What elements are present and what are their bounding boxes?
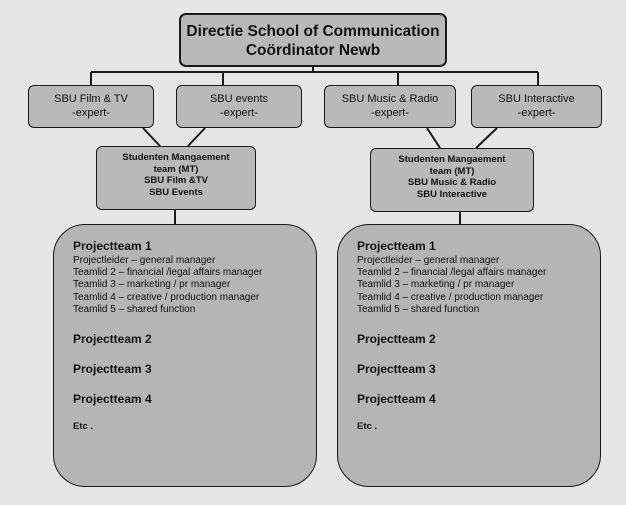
role-line: Teamlid 2 – financial /legal affairs manager (357, 267, 547, 279)
sbu-name: SBU events (209, 93, 269, 105)
sbu-role: -expert- (72, 107, 110, 119)
sbu-name: SBU Interactive (498, 93, 575, 105)
projectteam-1-title: Projectteam 1 (73, 239, 152, 253)
role-line: Projectleider – general manager (357, 255, 500, 266)
projectteams-left-box (53, 224, 317, 487)
mt-line: team (MT) (153, 163, 199, 175)
projectteam-1-title: Projectteam 1 (357, 239, 436, 253)
sbu-events-box (176, 85, 302, 128)
mt-line: SBU Events (149, 186, 203, 198)
sbu-role: -expert- (220, 107, 258, 119)
etc-label: Etc . (73, 421, 94, 433)
sbu-role: -expert- (371, 107, 409, 119)
role-line: Teamlid 4 – creative / production manager (73, 291, 260, 303)
mt-right-box (370, 148, 534, 212)
sbu-name: SBU Film & TV (54, 93, 128, 105)
projectteam-3-title: Projectteam 3 (73, 362, 152, 377)
mt-line: SBU Interactive (416, 188, 488, 200)
mt-line: Studenten Mangaement (122, 152, 230, 163)
mt-line: team (MT) (429, 165, 475, 177)
projectteam-4-title: Projectteam 4 (357, 392, 436, 407)
role-line: Teamlid 2 – financial /legal affairs manager (73, 267, 263, 279)
sbu-interactive-box (471, 85, 602, 128)
sbu-name: SBU Music & Radio (341, 93, 439, 105)
mt-line: Studenten Mangaement (398, 154, 506, 165)
role-line: Teamlid 4 – creative / production manager (357, 291, 544, 303)
role-line: Teamlid 3 – marketing / pr manager (73, 279, 231, 291)
role-line: Teamlid 3 – marketing / pr manager (357, 279, 515, 291)
sbu-film-tv-box (28, 85, 154, 128)
role-line: Teamlid 5 – shared function (73, 303, 196, 315)
role-line: Teamlid 5 – shared function (357, 303, 480, 315)
mt-line: SBU Film &TV (144, 175, 208, 186)
projectteam-3-title: Projectteam 3 (357, 362, 436, 377)
mt-left-box (96, 146, 256, 210)
etc-label: Etc . (357, 421, 378, 433)
sbu-music-radio-box (324, 85, 456, 128)
coordinator-title: Coördinator Newb (245, 42, 381, 59)
directie-box (179, 13, 447, 67)
projectteam-4-title: Projectteam 4 (73, 392, 152, 407)
projectteam-2-title: Projectteam 2 (73, 332, 152, 347)
sbu-role: -expert- (517, 107, 556, 119)
mt-line: SBU Music & Radio (407, 177, 497, 188)
projectteams-right-box (337, 224, 601, 487)
role-line: Projectleider – general manager (73, 255, 216, 266)
projectteam-2-title: Projectteam 2 (357, 332, 436, 347)
directie-title: Directie School of Communication (186, 23, 440, 40)
